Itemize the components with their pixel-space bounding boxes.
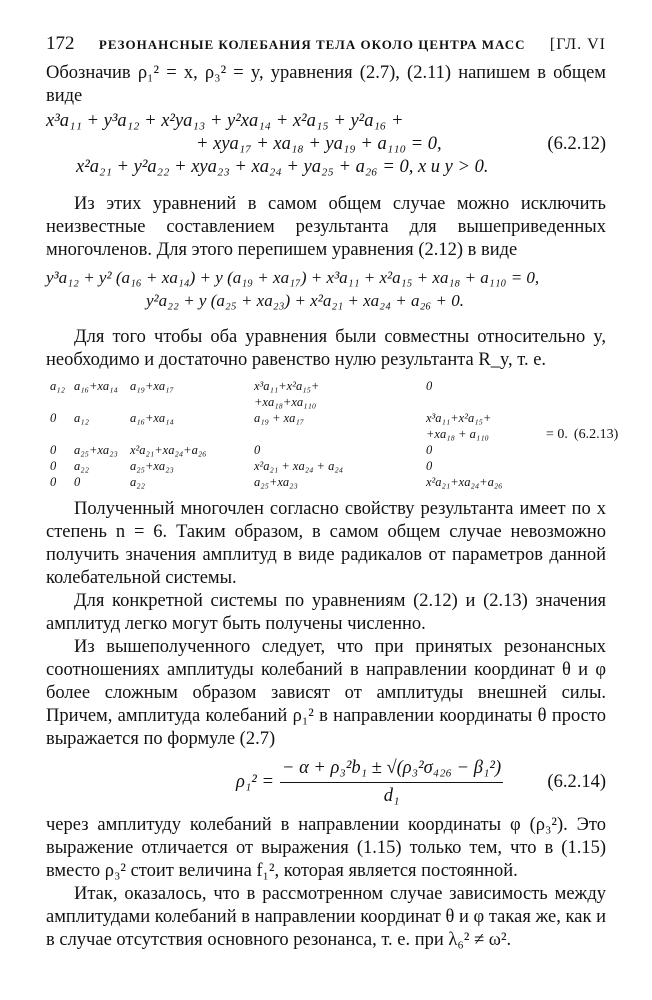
determinant-equals: = 0. <box>546 426 568 442</box>
matrix-cell: 0 <box>426 459 433 473</box>
fraction-numerator: − α + ρ₃²b₁ ± √(ρ₃²σ₄₂₆ − β₁²) <box>280 757 503 783</box>
matrix-cell <box>130 426 254 442</box>
running-header <box>46 32 606 62</box>
matrix-cell <box>254 426 426 442</box>
running-title: РЕЗОНАНСНЫЕ КОЛЕБАНИЯ ТЕЛА ОКОЛО ЦЕНТРА МАСС <box>98 37 526 52</box>
matrix-cell: a₁₉ + xa₁₇ <box>254 411 305 425</box>
equation-rewritten <box>46 266 606 312</box>
equation-number: (6.2.13) <box>573 426 619 442</box>
matrix-cell: a₁₂ <box>74 411 89 425</box>
matrix-cell: 0 <box>50 459 57 473</box>
paragraph-polynomial-degree: Полученный многочлен согласно свойству результанта имеет по x степень n = 6. Таким образом, в самом общем случае невозможно получить значения амплитуд в виде радикалов от параметров данной колебательной системы. <box>46 499 606 588</box>
matrix-cell <box>74 426 130 442</box>
paragraph-expression: через амплитуду колебаний в направлении координаты φ (ρ₃²). Это выражение отличается от выражения (1.15) только тем, что в (1.15) вместо ρ₃² стоит величина f₁², которая является постоянной. <box>46 815 606 881</box>
matrix-cell: 0 <box>50 475 57 489</box>
paragraph-conclusion: Итак, оказалось, что в рассмотренном случае зависимость между амплитудами колебаний в направлении координат θ и φ такая же, как и в случае отсутствия основного резонанса, т. е. при λ₆² ≠ ω². <box>46 884 606 950</box>
matrix-cell: x²a₂₁ + xa₂₄ + a₂₄ <box>254 459 344 473</box>
equation-text: + xya₁₇ + xa₁₈ + ya₁₉ + a₁₁₀ = 0, <box>196 134 442 154</box>
paragraph-amplitudes: Из вышеполученного следует, что при принятых резонансных соотношениях амплитуды колебаний в направлении координат θ и φ более сложным образом зависят от амплитуды внешней силы. Причем, амплитуда колебаний ρ₁² в направлении координаты θ просто выражается по формуле (2.7) <box>46 637 606 749</box>
equation-line: y²a₂₂ + y (a₂₅ + xa₂₃) + x²a₂₁ + xa₂₄ + a₂₆ + 0. <box>146 291 464 310</box>
matrix-cell <box>50 426 74 442</box>
matrix-cell <box>50 394 74 410</box>
equation-6-2-14 <box>46 757 606 808</box>
equation-line: x²a₂₁ + y²a₂₂ + xya₂₃ + xa₂₄ + ya₂₅ + a₂₆ = 0, x и y > 0. <box>76 157 489 177</box>
matrix-cell: x³a₁₁+x²a₁₅+ <box>426 411 492 425</box>
paragraph-intro: Обозначив ρ₁² = x, ρ₃² = y, уравнения (2.7), (2.11) напишем в общем виде <box>46 63 606 106</box>
fraction <box>280 757 503 808</box>
matrix-cell: a₁₆+xa₁₄ <box>74 379 118 393</box>
equation-lhs: ρ₁² = <box>236 772 274 792</box>
equation-line: y³a₁₂ + y² (a₁₆ + xa₁₄) + y (a₁₉ + xa₁₇) + x³a₁₁ + x²a₁₅ + xa₁₈ + a₁₁₀ = 0, <box>46 268 540 287</box>
fraction-denominator: d₁ <box>383 786 400 806</box>
matrix-cell: 0 <box>254 443 261 457</box>
matrix-cell: +xa₁₈+xa₁₁₀ <box>254 395 317 409</box>
matrix-cell: a₂₅+xa₂₃ <box>254 475 298 489</box>
matrix-cell: 0 <box>74 475 81 489</box>
matrix-cell: a₁₆+xa₁₄ <box>130 411 174 425</box>
page-number: 172 <box>46 33 75 54</box>
equation-number: (6.2.12) <box>547 134 606 154</box>
matrix-cell: a₂₅+xa₂₃ <box>130 459 174 473</box>
chapter-label: [ГЛ. VI <box>549 36 606 53</box>
matrix-cell <box>130 394 254 410</box>
equation-number: (6.2.14) <box>547 772 606 792</box>
matrix-cell: x²a₂₁+xa₂₄+a₂₆ <box>426 475 503 489</box>
matrix-cell <box>74 394 130 410</box>
equation-line: x³a₁₁ + y³a₁₂ + x²ya₁₃ + y²xa₁₄ + x²a₁₅ + y²a₁₆ + <box>46 111 404 131</box>
matrix-cell: 0 <box>426 443 433 457</box>
matrix-cell: 0 <box>426 379 433 393</box>
determinant-matrix <box>46 378 540 490</box>
matrix-cell: +xa₁₈ + a₁₁₀ <box>426 427 489 441</box>
matrix-cell: x³a₁₁+x²a₁₅+ <box>254 379 320 393</box>
matrix-cell: 0 <box>50 411 57 425</box>
matrix-cell: a₂₂ <box>74 459 89 473</box>
equation-line <box>46 133 606 156</box>
matrix-cell <box>426 394 536 410</box>
determinant-6-2-13 <box>46 378 619 490</box>
paragraph-numerical: Для конкретной системы по уравнениям (2.12) и (2.13) значения амплитуд легко могут быть получены численно. <box>46 591 606 634</box>
matrix-cell: x²a₂₁+xa₂₄+a₂₆ <box>130 443 207 457</box>
matrix-cell: a₁₉+xa₁₇ <box>130 379 174 393</box>
matrix-cell: a₂₂ <box>130 475 145 489</box>
equation-6-2-12 <box>46 110 606 179</box>
paragraph-compatibility: Для того чтобы оба уравнения были совместны относительно y, необходимо и достаточно равенство нулю результанта R_y, т. е. <box>46 327 606 370</box>
matrix-cell: a₂₅+xa₂₃ <box>74 443 118 457</box>
paragraph-resultant: Из этих уравнений в самом общем случае можно исключить неизвестные составлением результанта для вышеприведенных многочленов. Для этого перепишем уравнения (2.12) в виде <box>46 194 606 260</box>
page <box>46 32 619 952</box>
matrix-cell: a₁₂ <box>50 379 65 393</box>
matrix-cell: 0 <box>50 443 57 457</box>
